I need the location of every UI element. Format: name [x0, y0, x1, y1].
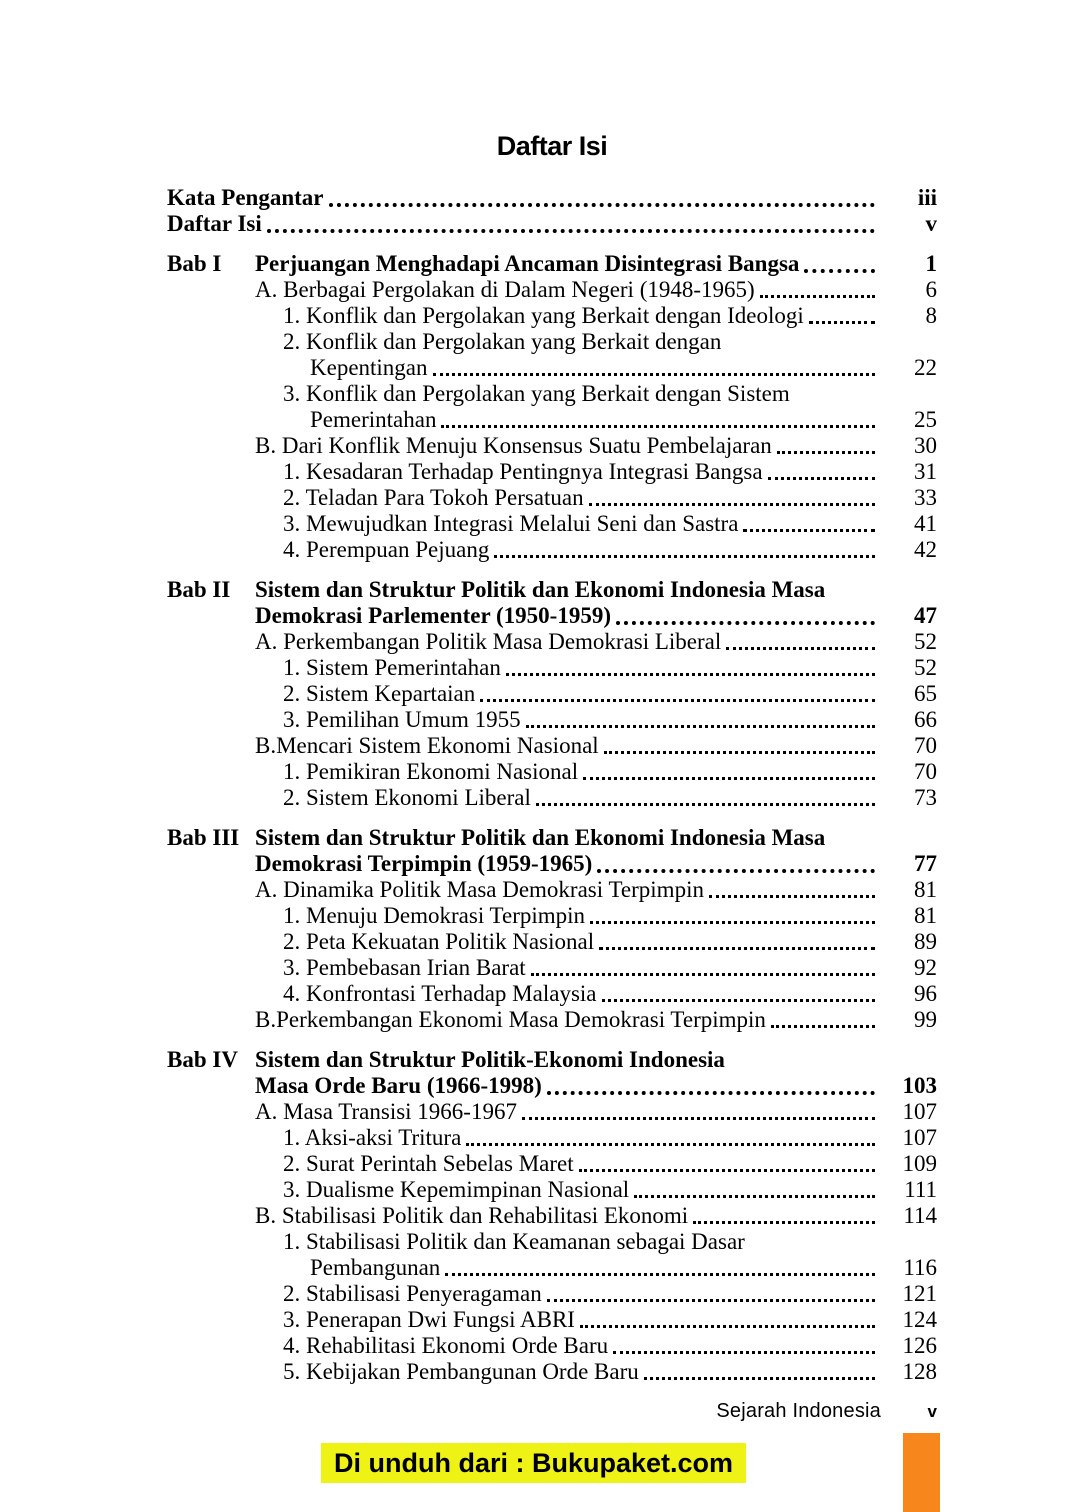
- toc-row: [167, 1007, 937, 1033]
- entry-text: Daftar Isi: [167, 211, 262, 236]
- page-number: 77: [914, 851, 937, 876]
- entry-text: 2. Surat Perintah Sebelas Maret: [283, 1151, 574, 1176]
- page-number: 116: [903, 1255, 937, 1280]
- dot-leader: [329, 203, 875, 207]
- dot-leader: [634, 1195, 875, 1198]
- dot-leader: [506, 673, 875, 676]
- page-number: 124: [902, 1307, 937, 1332]
- dot-leader: [599, 947, 875, 950]
- entry-text: 2. Sistem Kepartaian: [283, 681, 476, 706]
- entry-text: 2. Konflik dan Pergolakan yang Berkait dengan: [283, 329, 722, 354]
- page-number: 109: [902, 1151, 937, 1176]
- page-number: 22: [914, 355, 937, 380]
- page-number: 6: [925, 277, 937, 302]
- dot-leader: [616, 621, 875, 625]
- entry-text: Demokrasi Terpimpin (1959-1965): [255, 851, 593, 876]
- dot-leader: [531, 973, 875, 976]
- toc-row: [167, 955, 937, 981]
- page-number: 30: [914, 433, 937, 458]
- toc-row: [167, 1229, 937, 1255]
- entry-text: Sistem dan Struktur Politik-Ekonomi Indonesia: [255, 1047, 725, 1072]
- entry-text: 3. Pemilihan Umum 1955: [283, 707, 521, 732]
- toc-row: [167, 355, 937, 381]
- page-number: 70: [914, 759, 937, 784]
- toc-row: [167, 1359, 937, 1385]
- dot-leader: [267, 229, 875, 233]
- page-number: 126: [902, 1333, 937, 1358]
- toc-row: [167, 1255, 937, 1281]
- toc-list: [167, 185, 937, 1385]
- dot-leader: [522, 1117, 875, 1120]
- page-number: 47: [914, 603, 937, 628]
- page-number: 107: [902, 1125, 937, 1150]
- page-number: 31: [914, 459, 937, 484]
- entry-text: 3. Dualisme Kepemimpinan Nasional: [283, 1177, 630, 1202]
- entry-text: Demokrasi Parlementer (1950-1959): [255, 603, 611, 628]
- toc-row: [167, 1333, 937, 1359]
- dot-leader: [526, 725, 875, 728]
- toc-row: [167, 733, 937, 759]
- dot-leader: [445, 1273, 875, 1276]
- page-number: v: [925, 211, 937, 236]
- toc-row: [167, 1177, 937, 1203]
- page-number: 128: [902, 1359, 937, 1384]
- toc-row: [167, 1151, 937, 1177]
- entry-text: Sistem dan Struktur Politik dan Ekonomi Indonesia Masa: [255, 577, 826, 602]
- toc-row: [167, 825, 937, 851]
- entry-text: 2. Teladan Para Tokoh Persatuan: [283, 485, 584, 510]
- toc-row: [167, 1047, 937, 1073]
- toc-row: [167, 629, 937, 655]
- dot-leader: [693, 1221, 875, 1224]
- entry-text: B.Perkembangan Ekonomi Masa Demokrasi Terpimpin: [255, 1007, 766, 1032]
- entry-text: 3. Konflik dan Pergolakan yang Berkait dengan Sistem: [283, 381, 790, 406]
- dot-leader: [547, 1091, 875, 1095]
- dot-leader: [466, 1143, 875, 1146]
- dot-leader: [602, 999, 876, 1002]
- dot-leader: [547, 1299, 875, 1302]
- page-number: 89: [914, 929, 937, 954]
- entry-text: 1. Menuju Demokrasi Terpimpin: [283, 903, 586, 928]
- dot-leader: [613, 1351, 875, 1354]
- page-number: 33: [914, 485, 937, 510]
- dot-leader: [494, 555, 875, 558]
- dot-leader: [536, 803, 875, 806]
- page-number: 42: [914, 537, 937, 562]
- entry-text: 1. Aksi-aksi Tritura: [283, 1125, 462, 1150]
- dot-leader: [804, 269, 875, 273]
- toc-row: [167, 407, 937, 433]
- entry-text: A. Berbagai Pergolakan di Dalam Negeri (1948-1965): [255, 277, 755, 302]
- page-number: 70: [914, 733, 937, 758]
- toc-row: [167, 759, 937, 785]
- toc-row: [167, 903, 937, 929]
- toc-row: [167, 303, 937, 329]
- page-number: 92: [914, 955, 937, 980]
- entry-text: 1. Pemikiran Ekonomi Nasional: [283, 759, 579, 784]
- download-banner[interactable]: Di unduh dari : Bukupaket.com: [321, 1443, 746, 1483]
- toc-row: [167, 785, 937, 811]
- page-number: 8: [925, 303, 937, 328]
- toc-row: [167, 1281, 937, 1307]
- page-number: 121: [902, 1281, 937, 1306]
- toc-row: [167, 877, 937, 903]
- toc-row: [167, 185, 937, 211]
- dot-leader: [583, 777, 875, 780]
- toc-row: [167, 433, 937, 459]
- entry-text: 2. Sistem Ekonomi Liberal: [283, 785, 531, 810]
- dot-leader: [768, 477, 875, 480]
- chapter-label: Bab III: [167, 825, 240, 850]
- toc-row: [167, 511, 937, 537]
- page-number: 25: [914, 407, 937, 432]
- page-footer: [167, 1400, 937, 1423]
- dot-leader: [480, 699, 875, 702]
- toc-page: [167, 131, 937, 1385]
- toc-row: [167, 655, 937, 681]
- entry-text: A. Masa Transisi 1966-1967: [255, 1099, 517, 1124]
- dot-leader: [589, 503, 875, 506]
- toc-row: [167, 681, 937, 707]
- entry-text: 1. Sistem Pemerintahan: [283, 655, 501, 680]
- page-number: 99: [914, 1007, 937, 1032]
- book-title: Sejarah Indonesia: [716, 1400, 881, 1422]
- page-number: 52: [914, 629, 937, 654]
- page-number: 73: [914, 785, 937, 810]
- dot-leader: [760, 295, 875, 298]
- toc-row: [167, 329, 937, 355]
- dot-leader: [709, 895, 875, 898]
- dot-leader: [777, 451, 875, 454]
- page-number: 111: [904, 1177, 937, 1202]
- entry-text: 1. Konflik dan Pergolakan yang Berkait dengan Ideologi: [283, 303, 804, 328]
- toc-row: [167, 251, 937, 277]
- dot-leader: [644, 1377, 875, 1380]
- entry-text: Pemerintahan: [310, 407, 437, 432]
- page-number: 65: [914, 681, 937, 706]
- entry-text: Kata Pengantar: [167, 185, 324, 210]
- toc-row: [167, 381, 937, 407]
- entry-text: Kepentingan: [310, 355, 428, 380]
- entry-text: B.Mencari Sistem Ekonomi Nasional: [255, 733, 599, 758]
- dot-leader: [597, 869, 875, 873]
- toc-row: [167, 211, 937, 237]
- toc-row: [167, 707, 937, 733]
- dot-leader: [726, 647, 875, 650]
- entry-text: 3. Penerapan Dwi Fungsi ABRI: [283, 1307, 575, 1332]
- page-number: 1: [925, 251, 937, 276]
- chapter-label: Bab I: [167, 251, 222, 276]
- entry-text: 4. Perempuan Pejuang: [283, 537, 490, 562]
- chapter-label: Bab II: [167, 577, 231, 602]
- toc-row: [167, 1307, 937, 1333]
- entry-text: A. Perkembangan Politik Masa Demokrasi Liberal: [255, 629, 722, 654]
- dot-leader: [433, 373, 875, 376]
- dot-leader: [604, 751, 875, 754]
- page-number: iii: [917, 185, 937, 210]
- toc-row: [167, 1073, 937, 1099]
- toc-row: [167, 485, 937, 511]
- toc-row: [167, 929, 937, 955]
- toc-row: [167, 1125, 937, 1151]
- chapter-label: Bab IV: [167, 1047, 238, 1072]
- entry-text: 3. Mewujudkan Integrasi Melalui Seni dan Sastra: [283, 511, 739, 536]
- entry-text: Pembangunan: [310, 1255, 441, 1280]
- page-number: 107: [902, 1099, 937, 1124]
- dot-leader: [809, 321, 875, 324]
- page-title: Daftar Isi: [496, 131, 608, 161]
- entry-text: B. Dari Konflik Menuju Konsensus Suatu Pembelajaran: [255, 433, 772, 458]
- page-number: 81: [914, 903, 937, 928]
- orange-bookmark-tab: [903, 1433, 940, 1512]
- dot-leader: [590, 921, 875, 924]
- entry-text: Sistem dan Struktur Politik dan Ekonomi Indonesia Masa: [255, 825, 826, 850]
- entry-text: Perjuangan Menghadapi Ancaman Disintegrasi Bangsa: [255, 251, 800, 276]
- entry-text: 4. Konfrontasi Terhadap Malaysia: [283, 981, 597, 1006]
- dot-leader: [771, 1025, 875, 1028]
- toc-row: [167, 277, 937, 303]
- entry-text: 3. Pembebasan Irian Barat: [283, 955, 526, 980]
- entry-text: 4. Rehabilitasi Ekonomi Orde Baru: [283, 1333, 609, 1358]
- toc-row: [167, 459, 937, 485]
- page-number: 41: [914, 511, 937, 536]
- toc-row: [167, 603, 937, 629]
- toc-row: [167, 981, 937, 1007]
- page-number: 81: [914, 877, 937, 902]
- toc-row: [167, 1203, 937, 1229]
- entry-text: B. Stabilisasi Politik dan Rehabilitasi Ekonomi: [255, 1203, 689, 1228]
- page-number: 114: [903, 1203, 937, 1228]
- page-number: 103: [902, 1073, 937, 1098]
- toc-row: [167, 851, 937, 877]
- entry-text: A. Dinamika Politik Masa Demokrasi Terpimpin: [255, 877, 704, 902]
- dot-leader: [579, 1169, 875, 1172]
- entry-text: Masa Orde Baru (1966-1998): [255, 1073, 542, 1098]
- dot-leader: [580, 1325, 875, 1328]
- dot-leader: [743, 529, 875, 532]
- page-number: 96: [914, 981, 937, 1006]
- entry-text: 2. Stabilisasi Penyeragaman: [283, 1281, 542, 1306]
- folio-page-number: v: [927, 1402, 937, 1421]
- entry-text: 1. Stabilisasi Politik dan Keamanan sebagai Dasar: [283, 1229, 745, 1254]
- entry-text: 5. Kebijakan Pembangunan Orde Baru: [283, 1359, 639, 1384]
- entry-text: 1. Kesadaran Terhadap Pentingnya Integrasi Bangsa: [283, 459, 763, 484]
- page-number: 66: [914, 707, 937, 732]
- page-number: 52: [914, 655, 937, 680]
- toc-row: [167, 1099, 937, 1125]
- toc-row: [167, 577, 937, 603]
- entry-text: 2. Peta Kekuatan Politik Nasional: [283, 929, 595, 954]
- dot-leader: [441, 425, 875, 428]
- toc-row: [167, 537, 937, 563]
